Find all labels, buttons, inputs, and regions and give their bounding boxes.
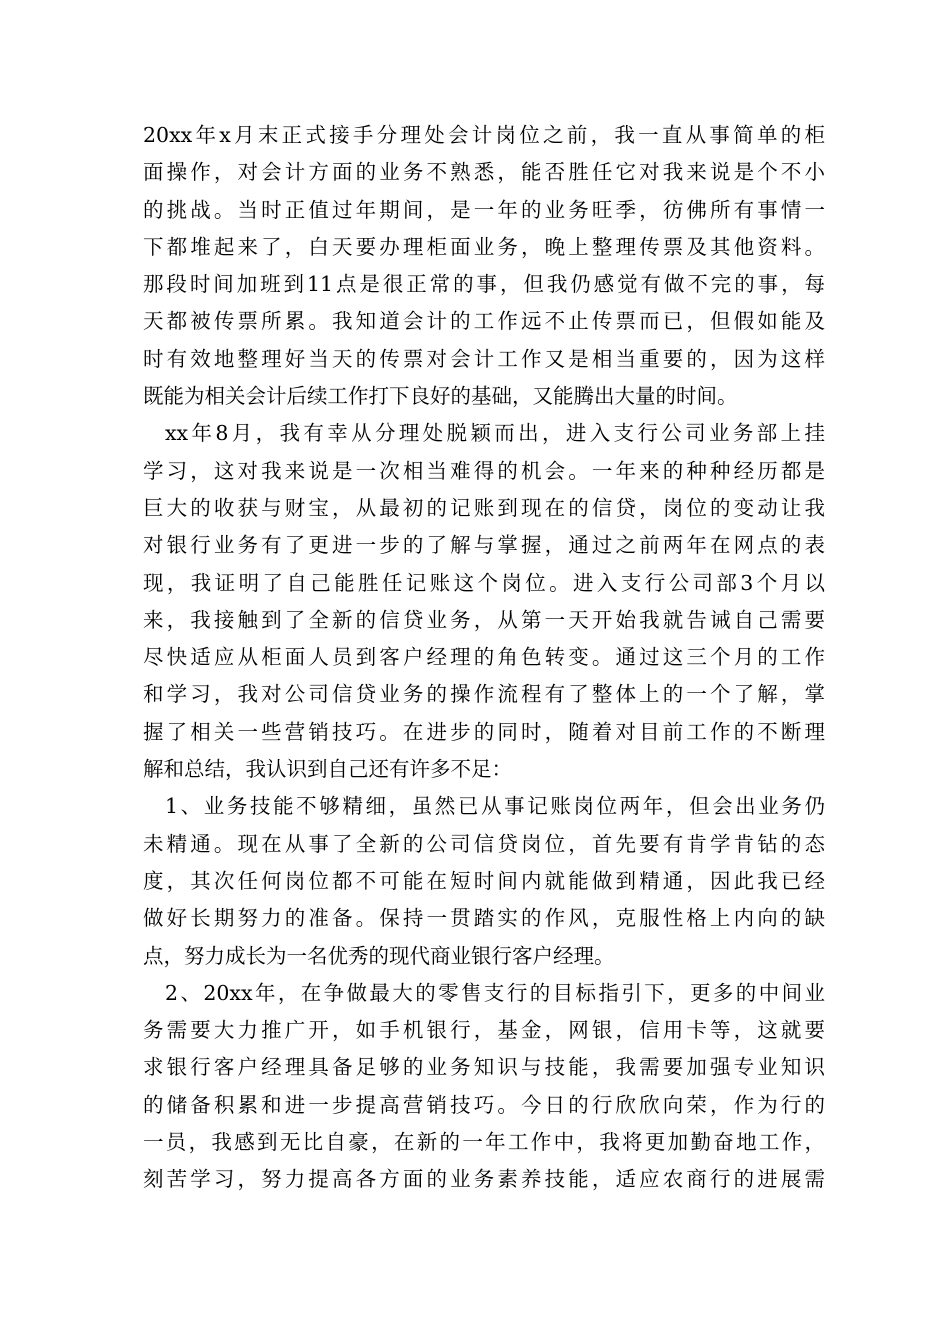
paragraph-line: 的挑战。当时正值过年期间，是一年的业务旺季，彷佛所有事情一 xyxy=(143,197,825,222)
document-body xyxy=(143,117,825,1199)
paragraph-line: 下都堆起来了，白天要办理柜面业务，晚上整理传票及其他资料。 xyxy=(143,234,825,259)
paragraph-line: 既能为相关会计后续工作打下良好的基础，又能腾出大量的时间。 xyxy=(143,384,738,409)
paragraph-line: 2、20xx年，在争做最大的零售支行的目标指引下，更多的中间业 xyxy=(165,980,825,1005)
paragraph-line: 20xx年x月末正式接手分理处会计岗位之前，我一直从事简单的柜 xyxy=(143,123,825,147)
paragraph-line: 学习，这对我来说是一次相当难得的机会。一年来的种种经历都是 xyxy=(143,458,825,483)
paragraph-line: 时有效地整理好当天的传票对会计工作又是相当重要的，因为这样 xyxy=(143,346,825,371)
paragraph-line: 尽快适应从柜面人员到客户经理的角色转变。通过这三个月的工作 xyxy=(143,645,825,670)
paragraph-line: 解和总结，我认识到自己还有许多不足： xyxy=(143,757,512,782)
paragraph-line: 1、业务技能不够精细，虽然已从事记账岗位两年，但会出业务仍 xyxy=(165,794,825,819)
paragraph-line: 天都被传票所累。我知道会计的工作远不止传票而已，但假如能及 xyxy=(143,309,825,334)
paragraph-line: 面操作，对会计方面的业务不熟悉，能否胜任它对我来说是个不小 xyxy=(143,160,825,185)
paragraph-line: 做好长期努力的准备。保持一贯踏实的作风，克服性格上内向的缺 xyxy=(143,906,825,931)
paragraph-line: 一员，我感到无比自豪，在新的一年工作中，我将更加勤奋地工作， xyxy=(143,1130,825,1155)
paragraph-line: 刻苦学习，努力提高各方面的业务素养技能，适应农商行的进展需 xyxy=(143,1167,825,1192)
paragraph-line: 和学习，我对公司信贷业务的操作流程有了整体上的一个了解，掌 xyxy=(143,682,825,707)
paragraph-line: 现，我证明了自己能胜任记账这个岗位。进入支行公司部3个月以 xyxy=(143,570,825,595)
paragraph-line: 那段时间加班到11点是很正常的事，但我仍感觉有做不完的事，每 xyxy=(143,272,825,297)
paragraph-line: 的储备积累和进一步提高营销技巧。今日的行欣欣向荣，作为行的 xyxy=(143,1092,825,1117)
paragraph-line: 度，其次任何岗位都不可能在短时间内就能做到精通，因此我已经 xyxy=(143,868,825,893)
paragraph-line: 求银行客户经理具备足够的业务知识与技能，我需要加强专业知识 xyxy=(143,1055,825,1080)
paragraph-line: 握了相关一些营销技巧。在进步的同时，随着对目前工作的不断理 xyxy=(143,719,825,744)
paragraph-line: 点，努力成长为一名优秀的现代商业银行客户经理。 xyxy=(143,943,615,968)
paragraph-line: 对银行业务有了更进一步的了解与掌握，通过之前两年在网点的表 xyxy=(143,533,825,558)
paragraph-line: 来，我接触到了全新的信贷业务，从第一天开始我就告诫自己需要 xyxy=(143,607,825,632)
paragraph-line: 巨大的收获与财宝，从最初的记账到现在的信贷，岗位的变动让我 xyxy=(143,495,825,520)
paragraph-line: 务需要大力推广开，如手机银行，基金，网银，信用卡等，这就要 xyxy=(143,1018,825,1043)
paragraph-line: 未精通。现在从事了全新的公司信贷岗位，首先要有肯学肯钻的态 xyxy=(143,831,825,856)
paragraph-line: xx年8月，我有幸从分理处脱颖而出，进入支行公司业务部上挂 xyxy=(165,421,825,446)
